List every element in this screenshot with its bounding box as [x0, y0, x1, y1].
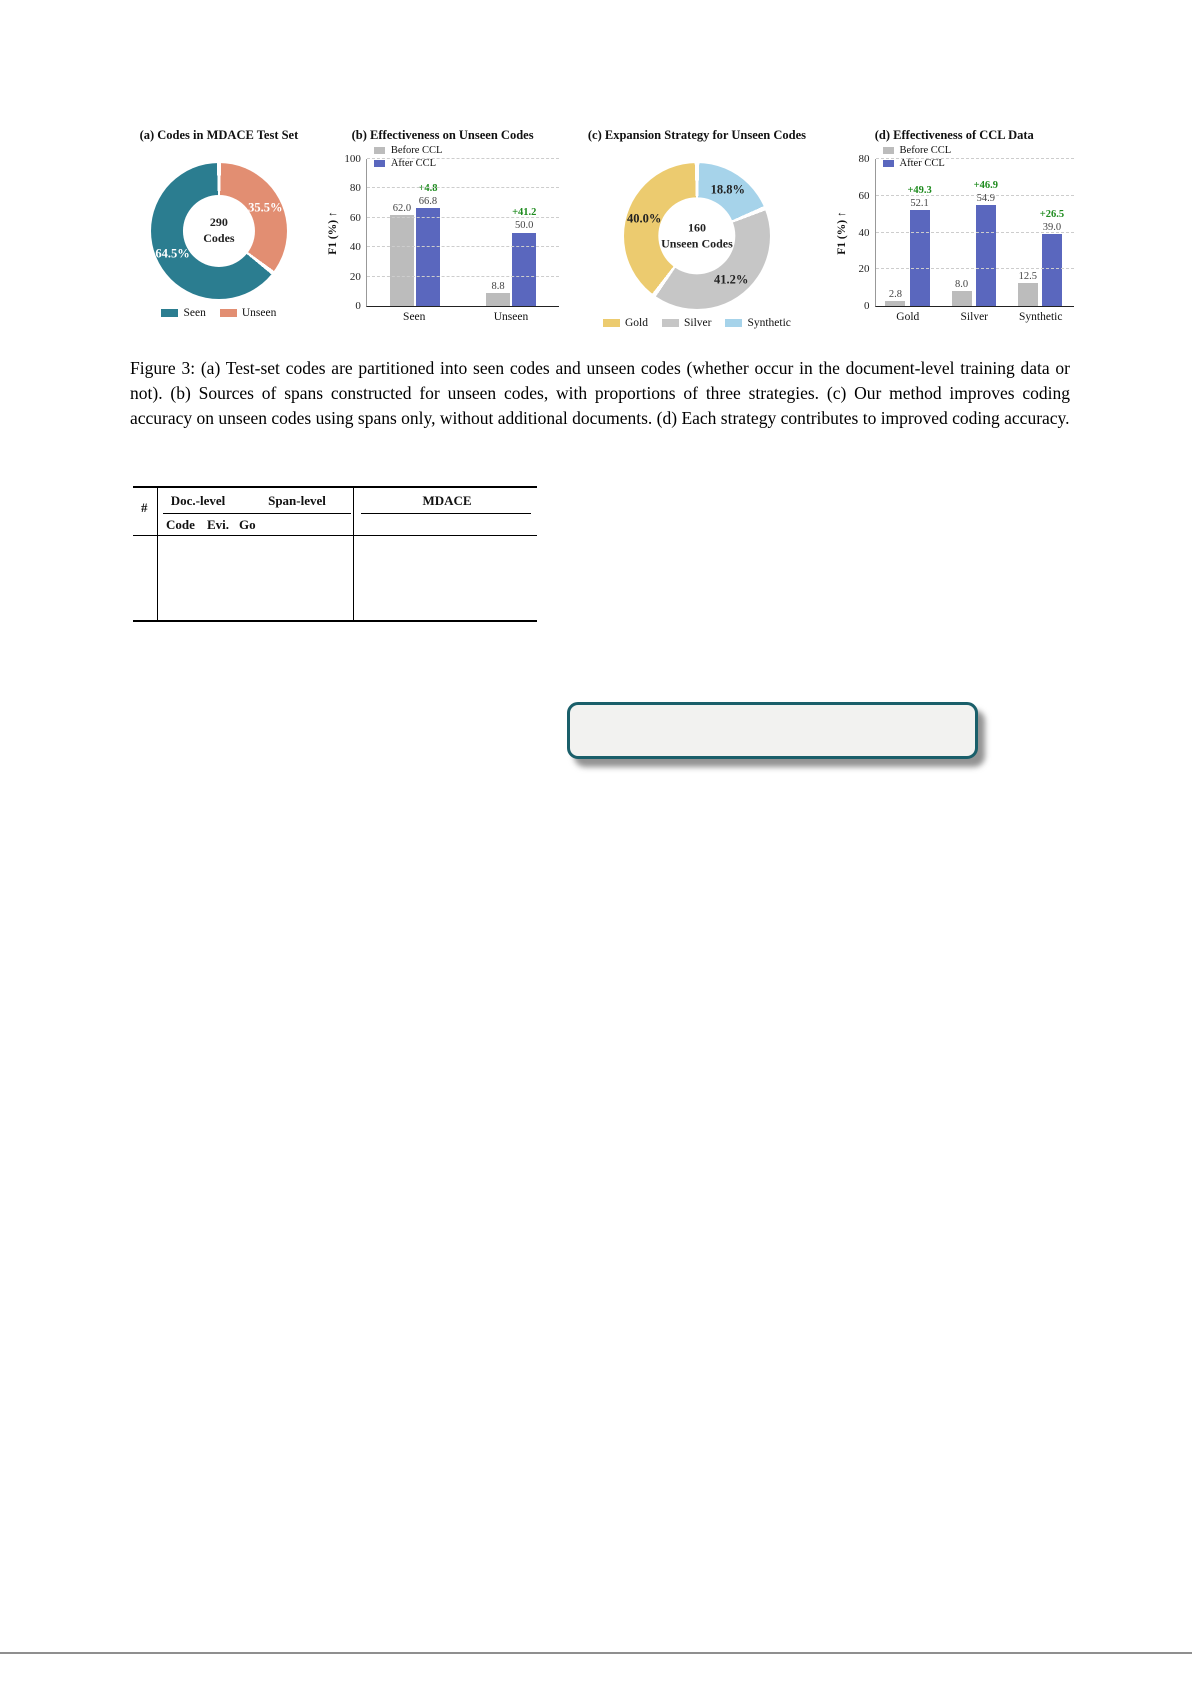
bar-value-label: 8.8: [491, 280, 505, 292]
slice-percent-label: 35.5%: [248, 200, 283, 215]
bar-group: [1008, 159, 1074, 306]
legend-swatch: [883, 147, 894, 154]
y-tick-label: 60: [349, 211, 361, 224]
legend-label: Synthetic: [747, 317, 791, 329]
y-tick-label: 0: [864, 300, 870, 312]
y-axis-label: F1 (%) ↑: [836, 211, 849, 255]
bar-column: [1040, 159, 1064, 306]
y-tick-label: 100: [344, 153, 361, 165]
y-axis-ticks: [850, 153, 875, 312]
y-tick-label: 20: [349, 270, 361, 283]
legend-swatch: [374, 147, 385, 154]
table-subheader-go: Go: [239, 517, 256, 532]
plot-area: [366, 145, 560, 323]
y-tick-label: 40: [349, 241, 361, 254]
gridline: [367, 217, 560, 218]
bar-group: [367, 159, 463, 306]
legend-item: [883, 158, 952, 169]
donut-center: [183, 195, 255, 267]
bars: [367, 159, 560, 306]
bar-value-label: 54.9: [976, 193, 995, 204]
y-tick-label: 80: [349, 182, 361, 195]
legend-swatch: [161, 309, 178, 317]
y-axis-label-area: [326, 159, 341, 307]
bar: [486, 293, 510, 306]
bar-value-label: 2.8: [888, 288, 902, 300]
delta-label: +41.2: [512, 207, 537, 219]
panel-b-title: (b) Effectiveness on Unseen Codes: [351, 128, 534, 142]
legend-label: Gold: [624, 317, 648, 329]
table-subheader-code: Code: [166, 517, 195, 532]
x-tick-label: Seen: [403, 311, 426, 323]
slice-percent-label: 41.2%: [714, 272, 749, 287]
bar: [512, 233, 536, 307]
y-tick-label: 0: [355, 300, 361, 312]
legend-label: After CCL: [390, 158, 437, 169]
y-axis-ticks: [341, 153, 366, 312]
axes: [366, 159, 560, 307]
y-tick-label: 80: [858, 153, 870, 165]
gridline: [367, 246, 560, 247]
bar: [390, 215, 414, 306]
delta-label: +4.8: [418, 182, 438, 194]
table-top-rule: [133, 486, 537, 488]
y-axis-label: F1 (%) ↑: [327, 211, 340, 255]
bar-column: [416, 159, 440, 306]
bar-group: [463, 159, 559, 306]
legend-item: [725, 317, 790, 329]
bar-group: [942, 159, 1008, 306]
bar-column: [907, 159, 931, 306]
legend-swatch: [220, 309, 237, 317]
bar: [416, 208, 440, 306]
plot-area: [875, 145, 1074, 323]
legend-swatch: [603, 319, 620, 327]
bar-value-label: 8.0: [955, 279, 969, 291]
table-vertical-rule-2: [353, 488, 354, 620]
delta-label: +46.9: [973, 179, 998, 191]
x-tick-label: Unseen: [493, 311, 529, 323]
bar-value-label: 62.0: [392, 202, 412, 214]
gridline: [367, 187, 560, 188]
legend-swatch: [883, 160, 894, 167]
donut-center-text: 290: [209, 215, 228, 230]
slice-percent-label: 18.8%: [710, 182, 746, 197]
bar-column: [390, 159, 414, 306]
panel-d-title: (d) Effectiveness of CCL Data: [874, 128, 1034, 142]
bar: [976, 205, 996, 306]
donut-center-text: 160: [687, 220, 706, 235]
legend-item: [603, 317, 648, 329]
x-tick-label: Synthetic: [1019, 311, 1063, 323]
y-tick-label: 20: [858, 263, 870, 276]
panel-b-unseen-bar: [326, 128, 560, 329]
slice-percent-label: 40.0%: [627, 211, 662, 226]
legend-label: Seen: [183, 307, 206, 319]
donut-center-text: Unseen Codes: [661, 236, 733, 250]
bar-value-label: 66.8: [418, 195, 438, 207]
table-header-span-level: Span-level: [268, 493, 326, 508]
donut-chart-expansion-strategy: [565, 163, 828, 329]
bar-value-label: 52.1: [910, 198, 929, 210]
donut-area: [624, 163, 770, 309]
legend-label: Unseen: [241, 307, 277, 319]
legend-item: [374, 145, 443, 156]
bar: [952, 291, 972, 306]
bar-chart-ccl-data: [835, 145, 1074, 323]
chart-legend: [374, 145, 443, 169]
legend-item: [161, 307, 205, 319]
legend-label: Silver: [683, 317, 712, 329]
bar-value-label: 39.0: [1042, 222, 1062, 234]
bar-value-label: 50.0: [515, 220, 534, 232]
table-subheader-evi: Evi.: [207, 517, 230, 532]
donut-area: [151, 163, 287, 299]
x-tick-label: Gold: [896, 311, 920, 323]
bar: [1042, 234, 1062, 306]
legend-label: Before CCL: [899, 145, 952, 156]
table-header-hash: #: [141, 500, 148, 515]
legend-swatch: [662, 319, 679, 327]
slice-percent-label: 64.5%: [155, 246, 190, 261]
panel-c-strategy-donut: [565, 128, 828, 329]
delta-label: +49.3: [907, 185, 932, 197]
table-header-doc-level: Doc.-level: [170, 493, 226, 508]
bar-value-label: 12.5: [1018, 270, 1037, 282]
bar-chart-body: [326, 145, 560, 323]
gridline: [876, 268, 1074, 269]
table-cmidrule-right: [361, 513, 531, 514]
donut-legend: [565, 317, 828, 329]
bar-column: [512, 159, 536, 306]
gridline: [876, 232, 1074, 233]
legend-item: [374, 158, 443, 169]
panel-d-ccl-bar: [835, 128, 1074, 329]
table-mid-rule: [133, 535, 537, 536]
bar-chart-unseen-codes: [326, 145, 560, 323]
figure-3-panels: [118, 128, 1074, 329]
y-axis-label-area: [835, 159, 850, 307]
bar-column: [885, 159, 905, 306]
table-vertical-rule-1: [157, 488, 158, 620]
panel-a-codes-donut: [118, 128, 320, 329]
panel-a-title: (a) Codes in MDACE Test Set: [139, 128, 299, 142]
legend-swatch: [725, 319, 742, 327]
y-tick-label: 40: [858, 226, 870, 239]
legend-item: [883, 145, 952, 156]
x-tick-label: Silver: [960, 311, 989, 323]
bar: [910, 210, 930, 306]
legend-item: [662, 317, 711, 329]
page-bottom-rule: [0, 1652, 1192, 1654]
x-axis-ticks: [875, 311, 1074, 323]
legend-item: [220, 307, 277, 319]
x-axis-ticks: [366, 311, 560, 323]
donut-legend: [118, 307, 320, 319]
bar-chart-body: [835, 145, 1074, 323]
chart-legend: [883, 145, 952, 169]
donut-center-text: Codes: [203, 230, 235, 245]
gridline: [876, 195, 1074, 196]
delta-label: +26.5: [1039, 209, 1065, 221]
highlight-box: [567, 702, 978, 759]
bar-group: [876, 159, 942, 306]
legend-swatch: [374, 160, 385, 167]
legend-label: After CCL: [899, 158, 945, 169]
donut-chart-test-set-codes: [118, 163, 320, 319]
bar-column: [1018, 159, 1038, 306]
y-tick-label: 60: [858, 189, 870, 202]
bar-column: [952, 159, 972, 306]
bar: [1018, 283, 1038, 306]
gridline: [367, 276, 560, 277]
table-cmidrule-left: [163, 513, 351, 514]
legend-label: Before CCL: [390, 145, 443, 156]
results-table-partial: [133, 486, 537, 622]
bar: [885, 301, 905, 306]
figure-caption: Figure 3: (a) Test-set codes are partitioned into seen codes and unseen codes (whether occur in the document-level training data or not). (b) Sources of spans constructed for unseen codes, with proportions of three strategies. (c) Our method improves coding accuracy on unseen codes using spans only, without additional documents. (d) Each strategy contributes to improved coding accuracy.: [130, 358, 1070, 429]
table-header-mdace: MDACE: [422, 493, 472, 508]
table-bottom-rule: [133, 620, 537, 622]
bar-column: [486, 159, 510, 306]
axes: [875, 159, 1074, 307]
panel-c-title: (c) Expansion Strategy for Unseen Codes: [587, 128, 807, 142]
bars: [876, 159, 1074, 306]
bar-column: [974, 159, 998, 306]
